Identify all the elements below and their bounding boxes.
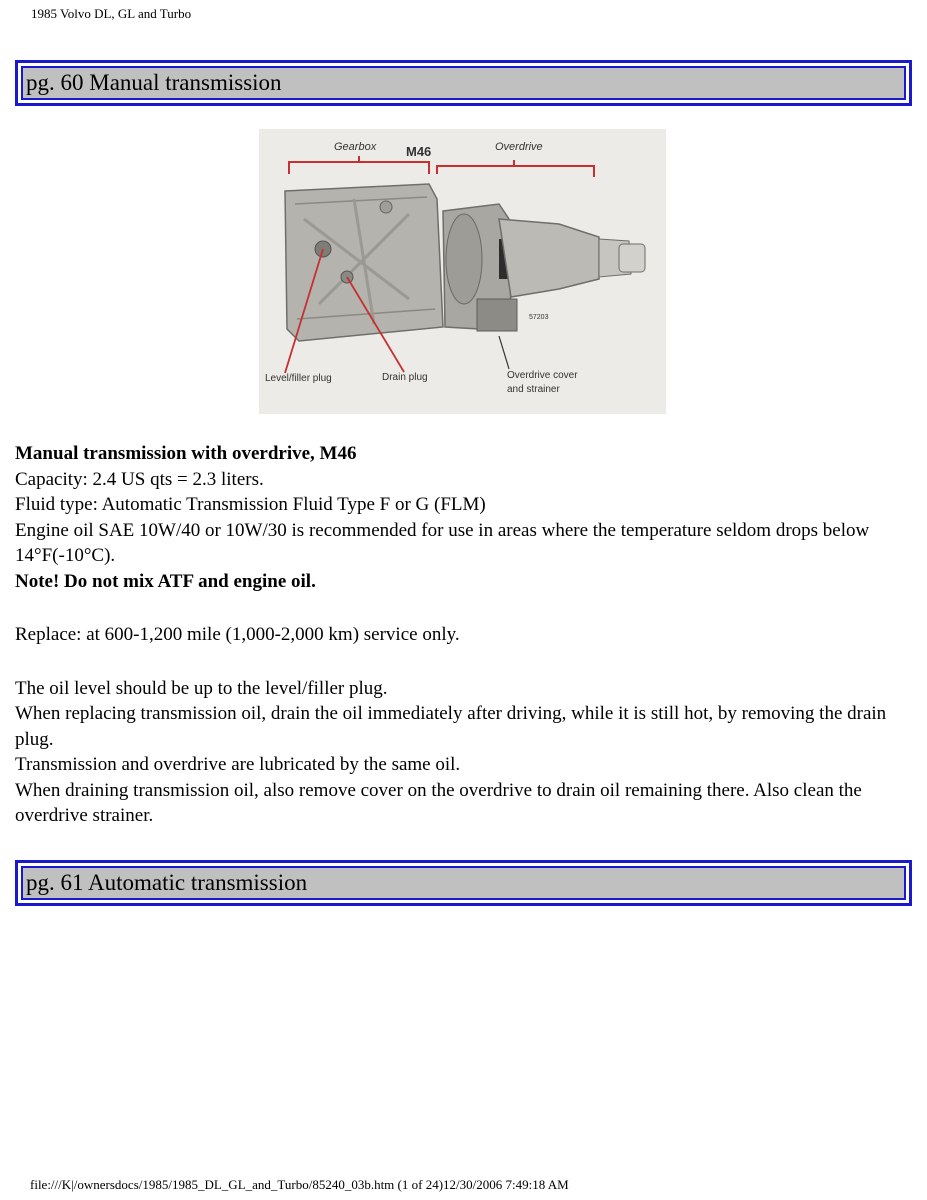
gearbox-bolt [380,201,392,213]
replacing-text: When replacing transmission oil, drain the oil immediately after driving, while it is still hot, by removing the drain plug. [15,703,887,750]
engine-oil-text: Engine oil SAE 10W/40 or 10W/30 is recommended for use in areas where the temperature seldom drops below 14°F(-10°C). [15,519,870,566]
overdrive-bracket [437,166,594,177]
capacity-text: Capacity: 2.4 US qts = 2.3 liters. [15,468,264,490]
fluid-type-text: Fluid type: Automatic Transmission Fluid Type F or G (FLM) [15,494,486,515]
manual-transmission-body [15,441,910,829]
running-head: 1985 Volvo DL, GL and Turbo [31,6,192,21]
overdrive-ring [446,214,482,304]
tailshaft-housing [499,219,599,297]
label-overdrive: Overdrive [495,141,543,153]
section-title-pg61: pg. 61 Automatic transmission [21,866,906,900]
leader-overdrive-cover [499,336,509,369]
gearbox-bracket [289,162,429,174]
section-header-pg60 [15,60,912,106]
label-model: M46 [406,144,432,159]
transmission-figure [259,129,666,414]
note-text: Note! Do not mix ATF and engine oil. [15,570,316,592]
draining-text: When draining transmission oil, also remove cover on the overdrive to drain oil remaining there. Also clean the overdrive strainer. [15,779,862,826]
lubricated-text: Transmission and overdrive are lubricated by the same oil. [15,754,461,775]
oil-level-text: The oil level should be up to the level/filler plug. [15,677,388,699]
overdrive-cover [477,299,517,331]
section-header-pg61 [15,860,912,906]
replace-text: Replace: at 600-1,200 mile (1,000-2,000 km) service only. [15,624,460,645]
label-drain-plug: Drain plug [382,372,428,383]
label-level-filler-plug: Level/filler plug [265,373,332,384]
figure-ref-number: 57203 [529,314,549,321]
output-flange [619,244,645,272]
section-title-pg60: pg. 60 Manual transmission [21,66,906,100]
label-gearbox: Gearbox [334,141,377,153]
page-footer: file:///K|/ownersdocs/1985/1985_DL_GL_and_Turbo/85240_03b.htm (1 of 24)12/30/2006 7:49:18 AM [30,1177,569,1192]
content-heading: Manual transmission with overdrive, M46 [15,443,357,464]
label-overdrive-cover-1: Overdrive cover [507,370,578,381]
label-overdrive-cover-2: and strainer [507,384,560,395]
transmission-illustration [259,129,666,414]
